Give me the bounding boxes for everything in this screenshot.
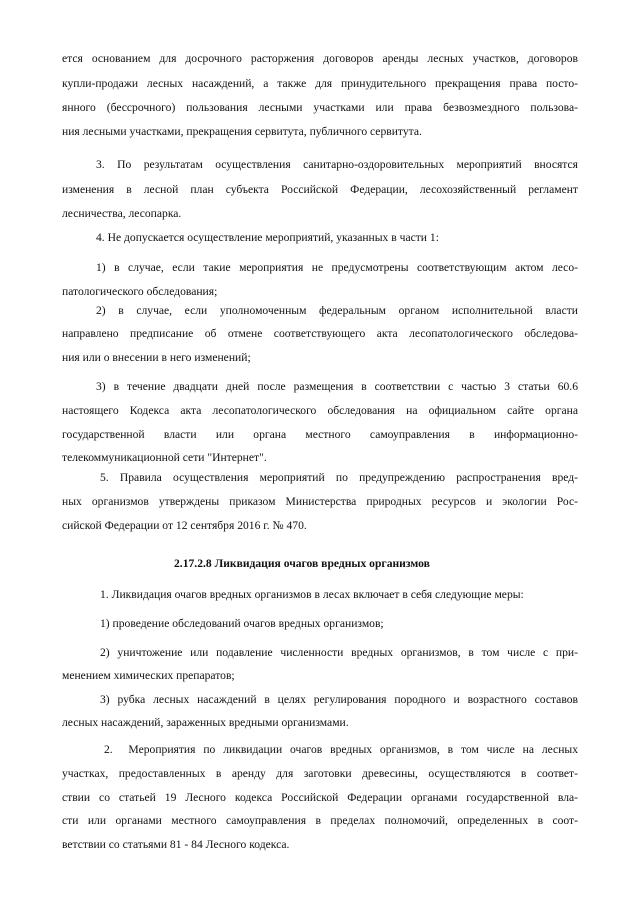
text-line: лесных насаждений, зараженных вредными организмами.	[62, 716, 349, 729]
text-line: участках, предоставленных в аренду для заготовки древесины, осуществляются в соответ-	[62, 767, 578, 780]
text-line: 4. Не допускается осуществление мероприятий, указанных в части 1:	[96, 231, 439, 244]
text-line: ния лесными участками, прекращения сервитута, публичного сервитута.	[62, 125, 422, 138]
text-line: направлено предписание об отмене соответствующего акта лесопатологического обследова-	[62, 327, 578, 340]
text-line: ствии со статьей 19 Лесного кодекса Российской Федерации органами государственной вла-	[62, 791, 578, 804]
text-line: купли-продажи лесных насаждений, а также для принудительного прекращения права посто-	[62, 77, 578, 90]
text-line: менением химических препаратов;	[62, 669, 235, 682]
text-line: ных организмов утверждены приказом Министерства природных ресурсов и экологии Рос-	[62, 495, 578, 508]
text-line: изменения в лесной план субъекта Российской Федерации, лесохозяйственный регламент	[62, 183, 578, 196]
text-line: государственной власти или органа местного самоуправления в информационно-	[62, 428, 578, 441]
text-line: 2) в случае, если уполномоченным федеральным органом исполнительной власти	[96, 304, 578, 317]
text-line: ется основанием для досрочного расторжения договоров аренды лесных участков, договоров	[62, 52, 578, 65]
text-line: 5. Правила осуществления мероприятий по предупреждению распространения вред-	[100, 471, 578, 484]
text-line: патологического обследования;	[62, 285, 218, 298]
text-line: 1) проведение обследований очагов вредных организмов;	[100, 617, 384, 630]
text-line: ветствии со статьями 81 - 84 Лесного кодекса.	[62, 838, 290, 851]
text-line: 2) уничтожение или подавление численности вредных организмов, в том числе с при-	[100, 646, 578, 659]
text-line: 1. Ликвидация очагов вредных организмов в лесах включает в себя следующие меры:	[100, 588, 524, 601]
text-line: 3) рубка лесных насаждений в целях регулирования породного и возрастного составов	[100, 693, 578, 706]
text-line: телекоммуникационной сети "Интернет".	[62, 451, 267, 464]
text-line: сти или органами местного самоуправления в пределах полномочий, определенных в соот-	[62, 814, 578, 827]
text-line: сийской Федерации от 12 сентября 2016 г. № 470.	[62, 519, 307, 532]
text-line: настоящего Кодекса акта лесопатологического обследования на официальном сайте органа	[62, 404, 578, 417]
section-heading: 2.17.2.8 Ликвидация очагов вредных организмов	[174, 557, 430, 570]
text-line: 2. Мероприятия по ликвидации очагов вредных организмов, в том числе на лесных	[104, 743, 578, 756]
text-line: янного (бессрочного) пользования лесными участками или права безвозмездного пользова-	[62, 101, 578, 114]
text-line: 3) в течение двадцати дней после размещения в соответствии с частью 3 статьи 60.6	[96, 380, 578, 393]
text-line: 1) в случае, если такие мероприятия не предусмотрены соответствующим актом лесо-	[96, 261, 578, 274]
text-line: 3. По результатам осуществления санитарно-оздоровительных мероприятий вносятся	[96, 158, 578, 171]
text-line: лесничества, лесопарка.	[62, 207, 182, 220]
text-line: ния или о внесении в него изменений;	[62, 351, 251, 364]
